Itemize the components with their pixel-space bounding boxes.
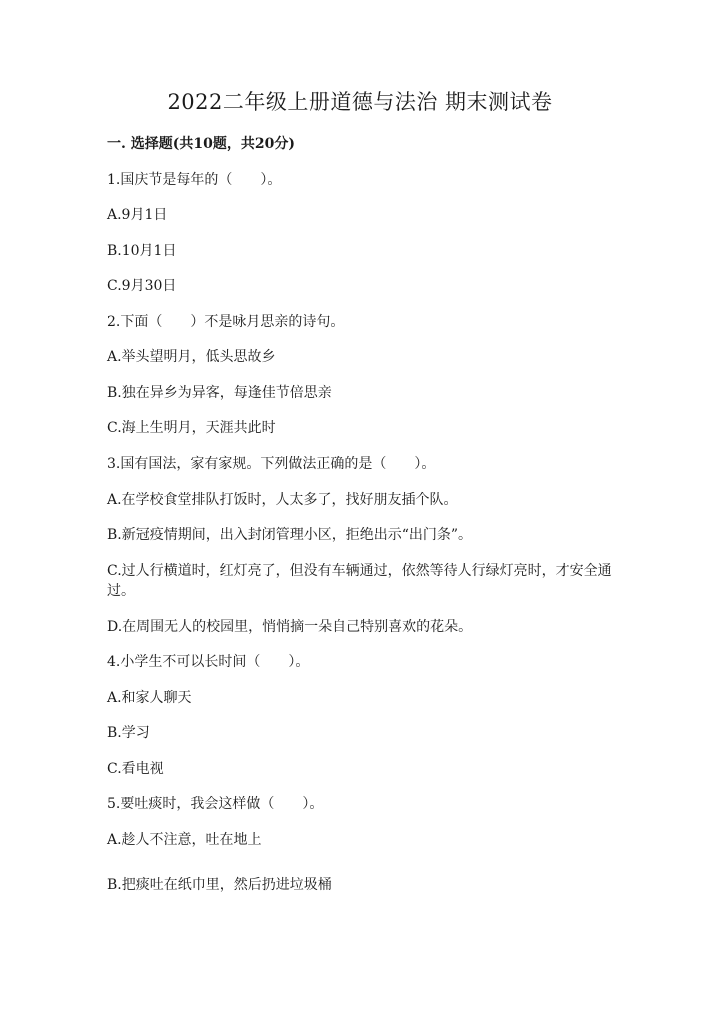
question-option: D.在周围无人的校园里，悄悄摘一朵自己特别喜欢的花朵。	[107, 619, 473, 635]
question-option: B.把痰吐在纸巾里，然后扔进垃圾桶	[107, 877, 332, 893]
question-option: A.在学校食堂排队打饭时，人太多了，找好朋友插个队。	[107, 492, 458, 508]
question-stem: 2.下面（ ）不是咏月思亲的诗句。	[107, 314, 345, 330]
question-stem: 4.小学生不可以长时间（ ）。	[107, 654, 310, 670]
question-stem: 1.国庆节是每年的（ ）。	[107, 172, 282, 188]
question-option: C.过人行横道时，红灯亮了，但没有车辆通过，依然等待人行绿灯亮时，才安全通过。	[107, 563, 612, 599]
question-option: B.学习	[107, 725, 150, 741]
question-option: B.10月1日	[107, 243, 177, 259]
question-option: B.新冠疫情期间，出入封闭管理小区，拒绝出示“出门条”。	[107, 527, 473, 543]
question-stem: 3.国有国法，家有家规。下列做法正确的是（ ）。	[107, 456, 436, 472]
question-option: A.举头望明月，低头思故乡	[107, 349, 276, 365]
question-option: A.趁人不注意，吐在地上	[107, 832, 262, 848]
question-option: A.9月1日	[107, 207, 168, 223]
page-title: 2022二年级上册道德与法治 期末测试卷	[167, 90, 553, 114]
section-heading: 一. 选择题(共10题，共20分)	[107, 136, 295, 152]
question-option: C.9月30日	[107, 278, 177, 294]
question-option: C.看电视	[107, 761, 164, 777]
question-option: C.海上生明月，天涯共此时	[107, 420, 276, 436]
question-option: B.独在异乡为异客，每逢佳节倍思亲	[107, 385, 332, 401]
question-stem: 5.要吐痰时，我会这样做（ ）。	[107, 796, 324, 812]
question-option: A.和家人聊天	[107, 690, 192, 706]
